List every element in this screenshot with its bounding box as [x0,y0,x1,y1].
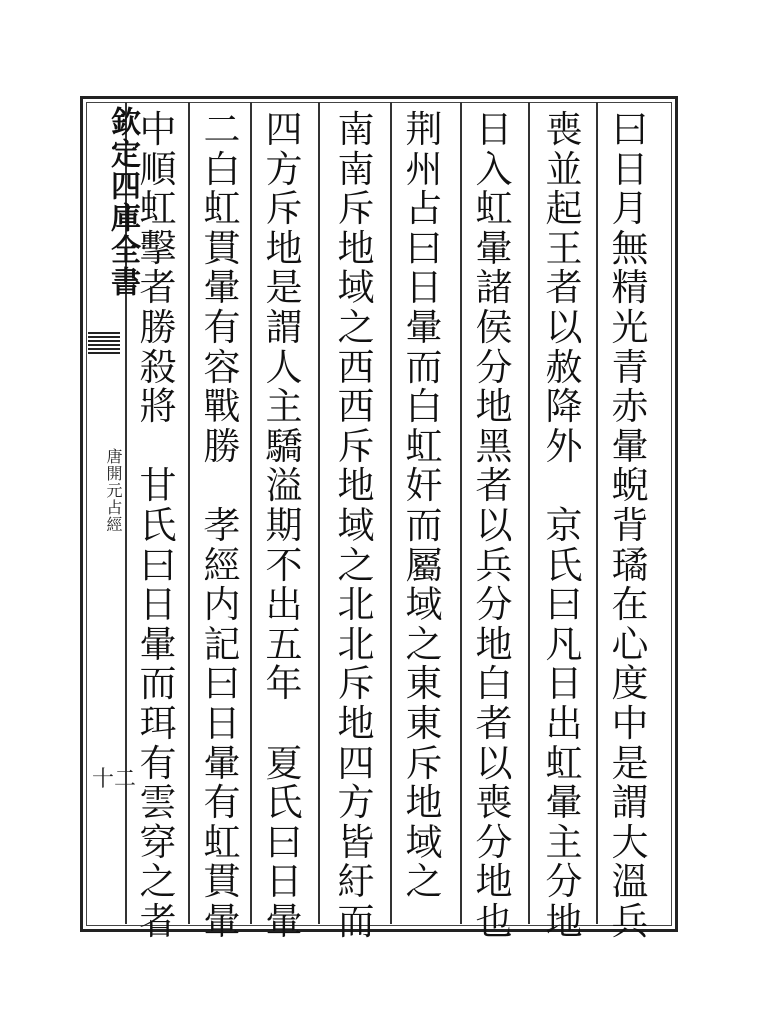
section-title: 唐開元占經 [104,448,123,533]
fish-tail-mark [88,330,120,354]
text-column: 喪 並 起 王 者 以 赦 降 外 京 氏 曰 凡 日 出 虹 暈 主 分 地 [545,108,583,943]
text-column: 曰 日 月 無 精 光 青 赤 暈 蜺 背 璚 在 心 度 中 是 謂 大 溫 兵 [611,108,649,943]
column-divider [596,102,598,924]
column-divider [250,102,252,924]
text-column: 四 方 斥 地 是 謂 人 主 驕 溢 期 不 出 五 年 夏 氏 曰 日 暈 [265,108,303,943]
text-column: 中 順 虹 擊 者 勝 殺 將 甘 氏 曰 日 暈 而 珥 有 雲 穿 之 者 [139,108,177,943]
book-title: 欽定四庫全書 [105,106,140,298]
column-divider [528,102,530,924]
text-column: 南 南 斥 地 域 之 西 西 斥 地 域 之 北 北 斥 地 四 方 皆 紆 而 [337,108,375,943]
column-divider [188,102,190,924]
column-divider [460,102,462,924]
text-column: 日 入 虹 暈 諸 侯 分 地 黑 者 以 兵 分 地 白 者 以 喪 分 地 也 [475,108,513,943]
page-number: 十二 [92,767,137,792]
column-divider [390,102,392,924]
text-column: 荆 州 占 曰 日 暈 而 白 虹 奸 而 屬 域 之 東 東 斥 地 域 之 [405,108,443,904]
text-column: 二 白 虹 貫 暈 有 容 戰 勝 孝 經 内 記 曰 日 暈 有 虹 貫 暈 [203,108,241,943]
column-divider [318,102,320,924]
